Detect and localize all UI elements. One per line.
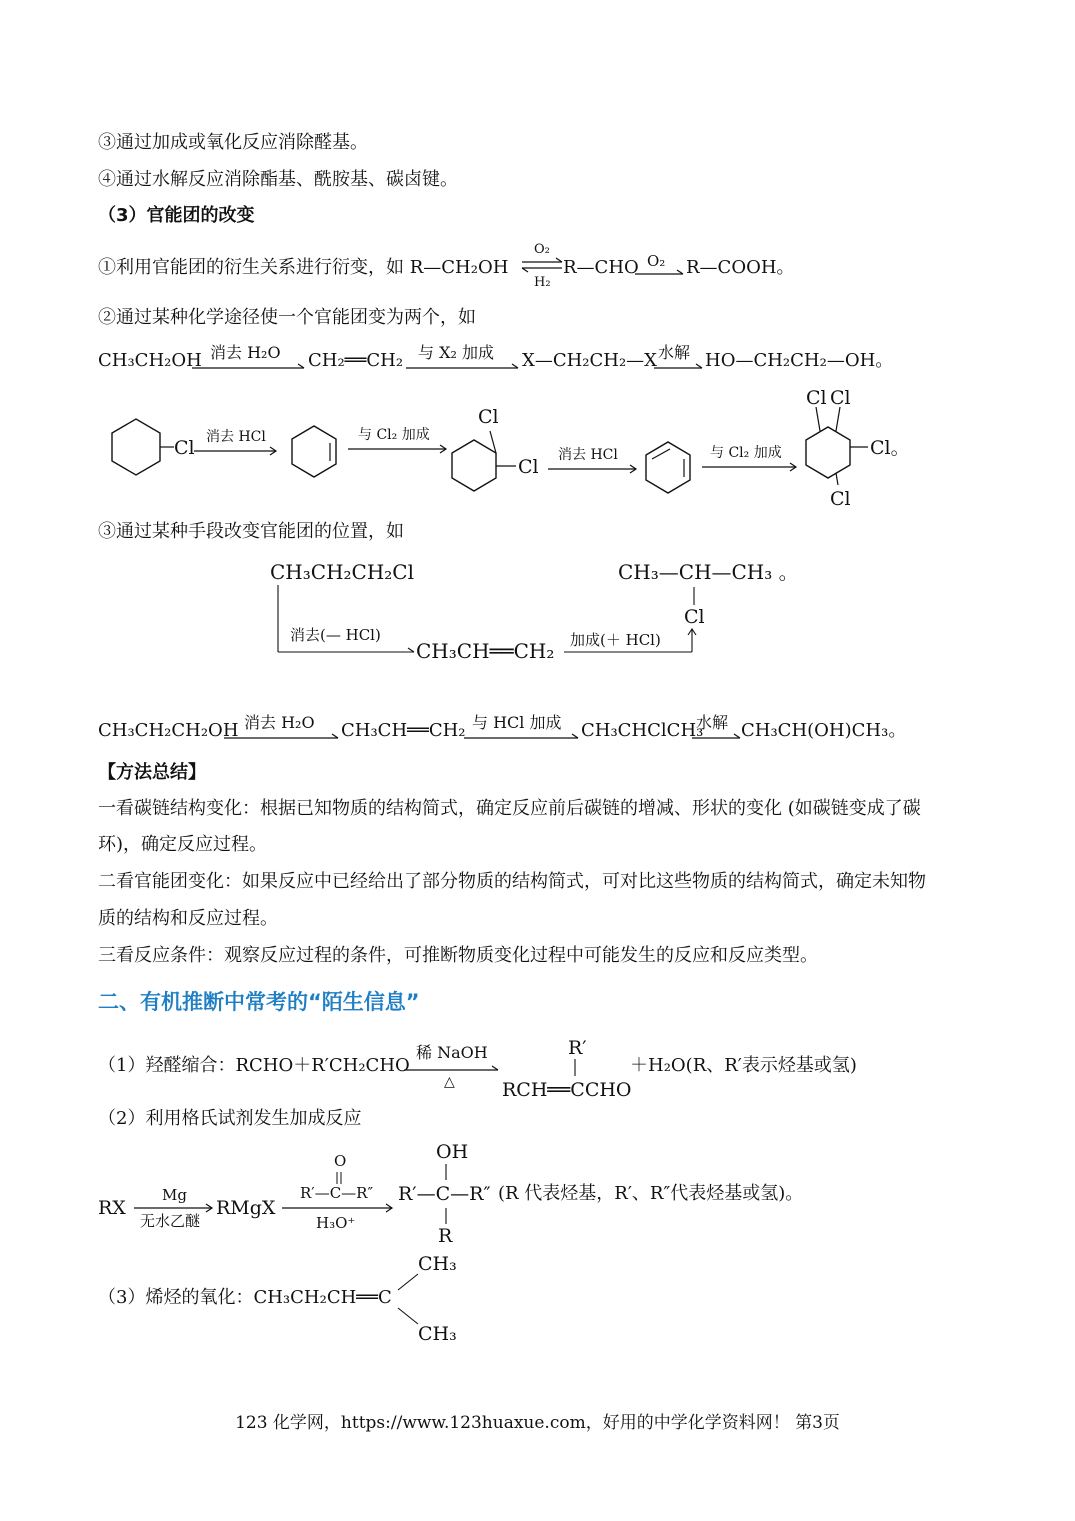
formula: CH₃CH══CH₂ [341, 720, 466, 741]
formula: R—COOH。 [686, 257, 795, 278]
formula: HO—CH₂CH₂—OH。 [705, 350, 894, 371]
cyclohexane-ring [112, 419, 160, 475]
reaction-arrow [462, 710, 582, 744]
arrow-condition: 消去 H₂O [244, 713, 315, 732]
chlorine-label: Cl。 [870, 437, 910, 459]
formula: X—CH₂CH₂—X [522, 350, 657, 371]
hydroxyl-label: OH [436, 1141, 469, 1163]
arrow-condition: 消去(— HCl) [290, 626, 381, 644]
chlorine-label: Cl [684, 606, 705, 628]
grignard-scheme [96, 1138, 516, 1248]
chlorine-label: Cl [830, 387, 851, 409]
reversible-arrow [520, 240, 564, 290]
text-line: ②通过某种化学途径使一个官能团变为两个，如 [98, 307, 476, 328]
alkene-branch [392, 1246, 472, 1346]
arrow-condition: 水解 [696, 713, 729, 732]
arrow-condition: Mg [162, 1186, 187, 1204]
formula: RCH══CCHO [502, 1079, 632, 1100]
formula: CH₃CH₂CH₂Cl [270, 560, 414, 584]
formula: CH₃CH₂OH [98, 350, 202, 371]
subheading: （3）官能团的改变 [98, 205, 255, 226]
chlorine-label: Cl [478, 406, 499, 428]
page-footer: 123 化学网，https://www.123huaxue.com，好用的中学化学资料网！ 第3页 [235, 1413, 840, 1433]
formula: RX [98, 1197, 126, 1219]
arrow-condition: O₂ [647, 252, 666, 270]
formula: RMgX [216, 1197, 276, 1219]
reaction-arrow [222, 710, 342, 744]
reaction-arrow [652, 340, 706, 374]
formula: （1）羟醛缩合：RCHO＋R′CH₂CHO [98, 1055, 410, 1076]
arrow-condition: 消去 HCl [558, 447, 618, 463]
chlorine-label: Cl [518, 456, 539, 478]
text-line: ①利用官能团的衍生关系进行衍变，如 R—CH₂OH [98, 257, 509, 278]
formula: CH₃CH(OH)CH₃。 [741, 720, 907, 741]
arrow-condition: 加成(＋ HCl) [570, 631, 661, 649]
position-change-scheme [260, 555, 820, 675]
arrow-condition: O₂ [534, 242, 550, 257]
chlorine-label: Cl [806, 387, 827, 409]
formula: CH₃CHClCH₃ [581, 720, 704, 741]
text-line: 质的结构和反应过程。 [98, 908, 278, 929]
arrow-condition: 与 HCl 加成 [472, 713, 562, 732]
arrow-condition: R′—C—R″ [300, 1184, 374, 1202]
arrow-condition: 消去 H₂O [210, 343, 281, 362]
methyl-label: CH₃ [418, 1323, 457, 1345]
reaction-arrow [633, 250, 687, 280]
formula: CH₃—CH—CH₃ 。 [618, 560, 799, 584]
formula: R—CHO [563, 257, 639, 278]
ring-reaction-scheme [90, 385, 1020, 515]
arrow-condition: 水解 [658, 343, 691, 362]
reaction-arrow [404, 340, 522, 374]
cyclohexane-ring [452, 440, 496, 491]
chlorine-label: Cl [830, 488, 851, 510]
formula: R′—C—R″ [398, 1183, 491, 1205]
substituent-label: R′ [568, 1037, 587, 1059]
arrow-condition: H₂ [534, 275, 551, 290]
arrow-condition: 与 Cl₂ 加成 [710, 445, 782, 461]
text-line: ④通过水解反应消除酯基、酰胺基、碳卤键。 [98, 169, 458, 190]
arrow-condition: 无水乙醚 [140, 1212, 201, 1230]
arrow-condition: △ [444, 1074, 455, 1090]
methyl-label: CH₃ [418, 1253, 457, 1275]
text-line: 三看反应条件：观察反应过程的条件，可推断物质变化过程中可能发生的反应和反应类型。 [98, 945, 818, 966]
text-line: 环)，确定反应过程。 [98, 834, 268, 855]
reaction-arrow [402, 1040, 502, 1090]
reaction-arrow [690, 710, 744, 744]
text-line: （3）烯烃的氧化：CH₃CH₂CH══C [98, 1287, 392, 1308]
oxygen-label: O [334, 1152, 347, 1170]
reaction-arrow [190, 340, 308, 374]
arrow-condition: 与 X₂ 加成 [418, 343, 494, 362]
arrow-condition: 与 Cl₂ 加成 [358, 427, 430, 443]
aldol-product [500, 1034, 640, 1100]
text-line: 二看官能团变化：如果反应中已经给出了部分物质的结构简式，可对比这些物质的结构简式，确定未知物 [98, 871, 926, 892]
text-line: (R 代表烃基，R′、R″代表烃基或氢)。 [498, 1183, 804, 1204]
method-title: 【方法总结】 [98, 762, 206, 783]
text-line: （2）利用格氏试剂发生加成反应 [98, 1108, 362, 1129]
text-line: ＋H₂O(R、R′表示烃基或氢) [630, 1055, 857, 1076]
text-line: ③通过加成或氧化反应消除醛基。 [98, 132, 368, 153]
text-line: 一看碳链结构变化：根据已知物质的结构简式，确定反应前后碳链的增减、形状的变化 (如碳链变成了碳 [98, 798, 921, 819]
cyclohexane-ring [806, 427, 850, 478]
section-heading: 二、有机推断中常考的“陌生信息” [98, 990, 420, 1014]
text-line: ③通过某种手段改变官能团的位置，如 [98, 521, 404, 542]
substituent-label: R [438, 1225, 453, 1247]
formula: CH₃CH₂CH₂OH [98, 720, 239, 741]
arrow-condition: 稀 NaOH [416, 1043, 488, 1062]
chlorine-label: Cl [174, 437, 195, 459]
formula: CH₃CH══CH₂ [416, 639, 555, 663]
formula: CH₂══CH₂ [308, 350, 404, 371]
arrow-condition: H₃O⁺ [316, 1214, 356, 1232]
arrow-condition: 消去 HCl [206, 429, 266, 445]
